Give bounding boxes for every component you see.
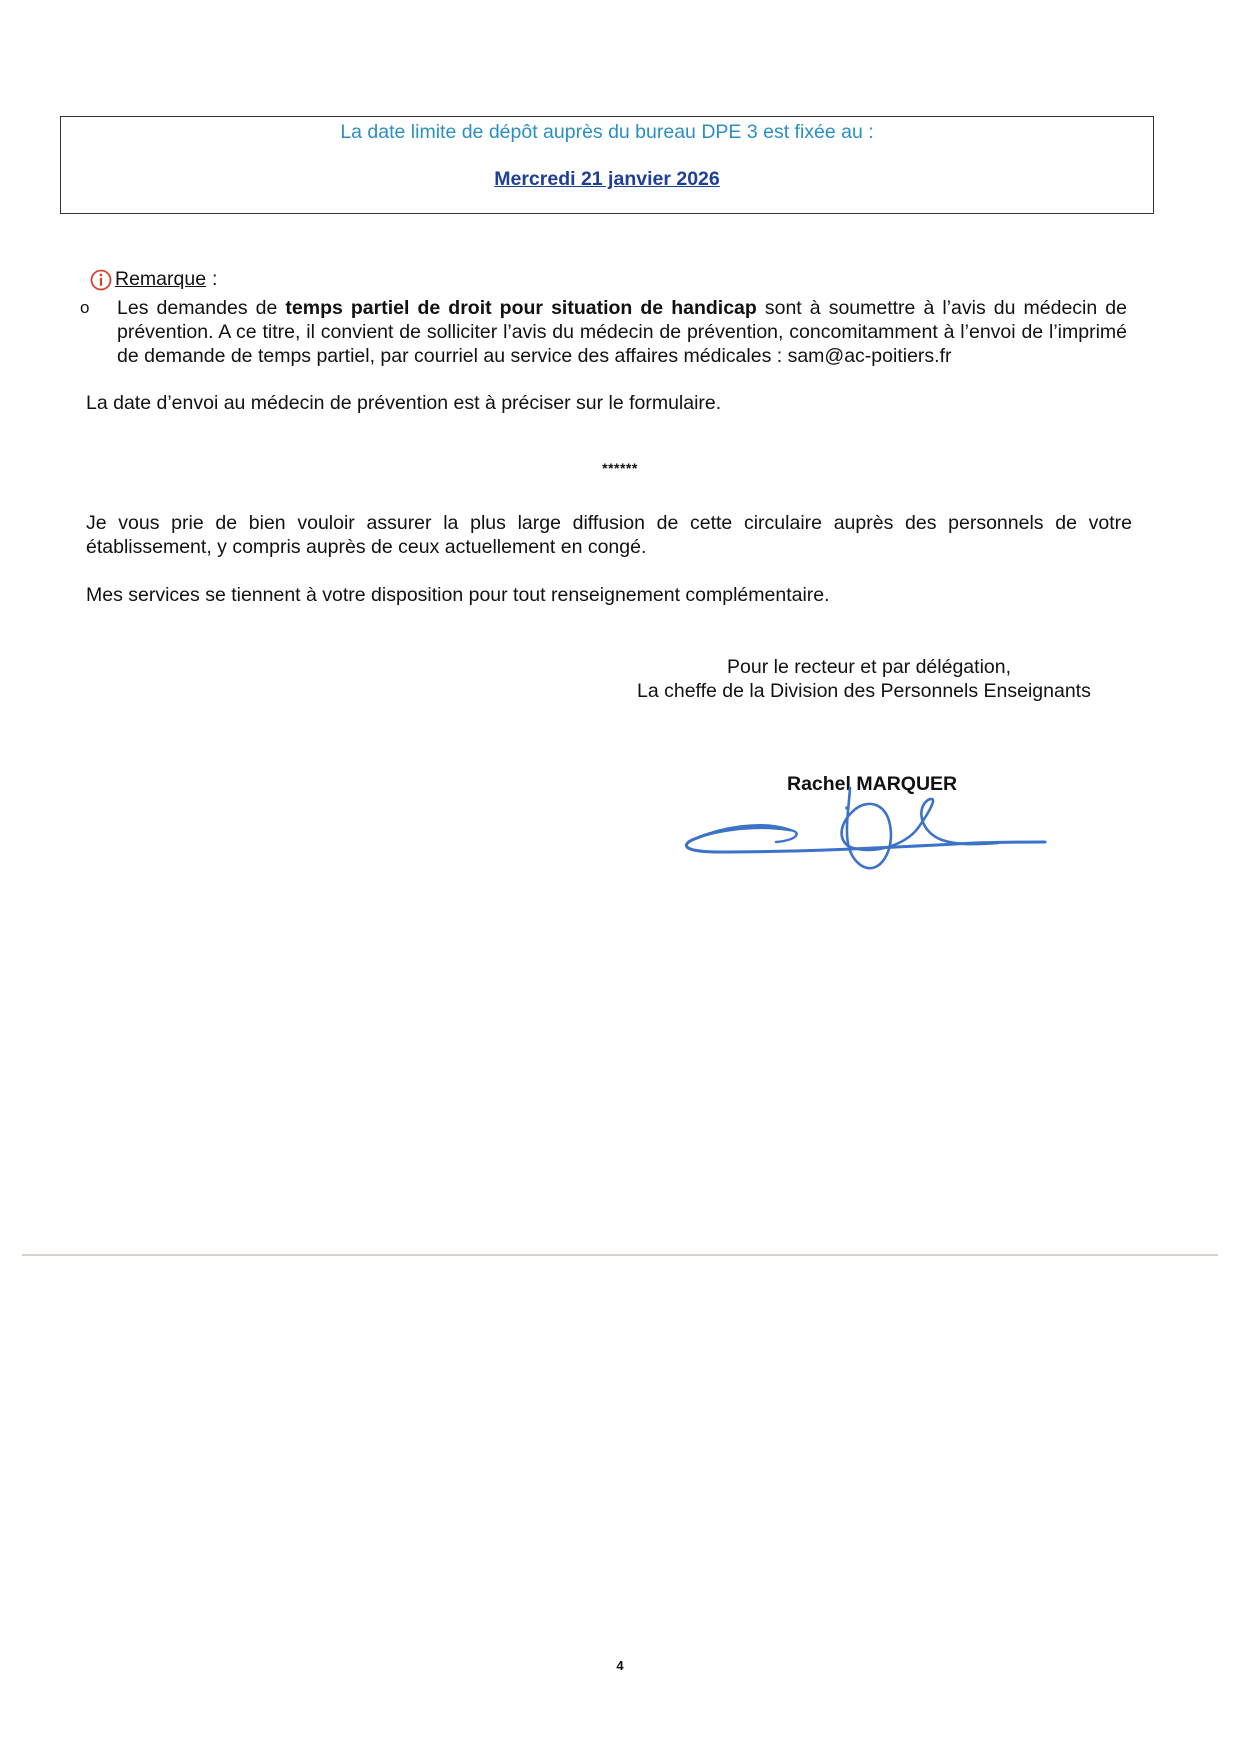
signer-name: Rachel MARQUER — [787, 773, 958, 795]
separator-stars: ****** — [602, 460, 638, 476]
signature-title: La cheffe de la Division des Personnels Enseignants — [637, 680, 1091, 702]
handwritten-signature — [680, 780, 1050, 880]
remark-text-end: sont à soumettre à l’avis du médecin de prévention. A ce titre, il convient de solliciter l’avis du médecin de prévention, concomitamment à l’envoi de l’imprimé de demande de temps partiel, par courriel au service des affaires médicales : sam@ac-poitiers.fr — [117, 297, 1127, 367]
page-number: 4 — [616, 1658, 624, 1673]
fold-line — [22, 1254, 1218, 1256]
date-envoi-paragraph: La date d’envoi au médecin de prévention est à préciser sur le formulaire. — [86, 392, 722, 414]
remark-text-start: Les demandes de — [117, 297, 286, 319]
remark-text-bold: temps partiel de droit pour situation de handicap — [285, 297, 757, 319]
services-paragraph: Mes services se tiennent à votre disposition pour tout renseignement complémentaire. — [86, 584, 830, 606]
remark-heading — [90, 268, 217, 291]
deadline-intro: La date limite de dépôt auprès du bureau DPE 3 est fixée au : — [340, 121, 874, 143]
signature-delegation: Pour le recteur et par délégation, — [727, 656, 1012, 678]
bullet-marker: o — [80, 298, 90, 317]
diffusion-paragraph: Je vous prie de bien vouloir assurer la plus large diffusion de cette circulaire auprès des personnels de votre établissement, y compris auprès de ceux actuellement en congé. — [86, 512, 1132, 558]
deadline-box — [60, 116, 1154, 214]
remark-label: Remarque — [115, 268, 207, 290]
remark-bullet-text — [117, 296, 1127, 368]
remark-colon: : — [212, 268, 218, 290]
info-icon — [90, 269, 112, 291]
deadline-date: Mercredi 21 janvier 2026 — [494, 168, 720, 190]
